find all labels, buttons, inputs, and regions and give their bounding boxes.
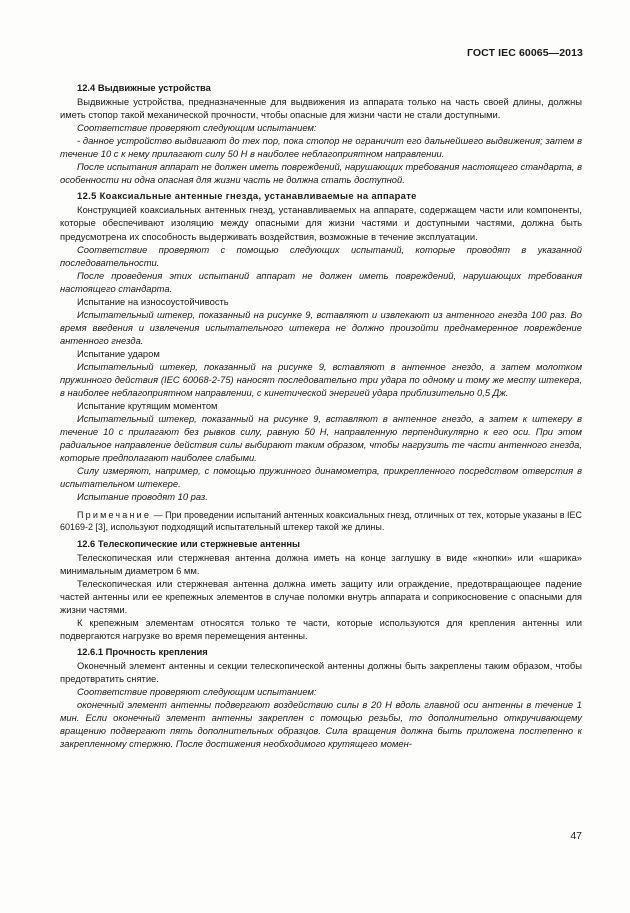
paragraph: оконечный элемент антенны подвергают воздействию силы в 20 Н вдоль главной оси антенны в течение 1 мин. Если оконечный элемент антенны закреплен с помощью резьбы, то дополнительно откручивающему вращению подвергают пять дополнительных образцов. Сила вращения должна быть приложена постепенно к закрепленному стержню. После достижения необходимого крутящего момен- [60,699,582,750]
paragraph: Выдвижные устройства, предназначенные для выдвижения из аппарата только на часть своей длины, должны иметь стопор такой механической прочности, чтобы опасные для жизни части не стали доступными. [60,96,582,121]
paragraph: Испытательный штекер, показанный на рисунке 9, вставляют и извлекают из антенного гнезда 100 раз. Во время введения и извлечения испытательного штекера не должно произойти преднамеренное повреждение антенного гнезда. [60,308,582,346]
note-label: Примечание [77,509,152,520]
paragraph: Соответствие проверяют с помощью следующих испытаний, которые проводят в указанной последовательности. [60,243,582,268]
section-12-6-heading: 12.6 Телескопические или стержневые антенны [77,537,301,549]
paragraph: После испытания аппарат не должен иметь повреждений, нарушающих требования настоящего стандарта, в особенности ни одна опасная для жизни часть не должна стать доступной. [60,161,582,186]
paragraph: После проведения этих испытаний аппарат не должен иметь повреждений, нарушающих требования настоящего стандарта. [60,269,582,294]
paragraph: Соответствие проверяют следующим испытанием: [77,686,317,698]
paragraph: - данное устройство выдвигают до тех пор, пока стопор не ограничит его дальнейшего выдвижения; затем в течение 10 с к нему прилагают силу 50 Н в наиболее неблагоприятном направлении. [60,135,582,160]
paragraph: Конструкцией коаксиальных антенных гнезд, устанавливаемых на аппарате, содержащем части или компоненты, которые обеспечивают изоляцию между опасными для жизни частями и доступными частями, должна быть предусмотрена их способность выдерживать воздействия, возможные в течение эксплуатации. [60,204,582,242]
note [60,509,582,534]
document-body [60,78,582,750]
page-number: 47 [570,830,582,842]
paragraph: Силу измеряют, например, с помощью пружинного динамометра, прикрепленного посредством отверстия в испытательном штекере. [60,465,582,490]
paragraph: К крепежным элементам относятся только те части, которые используются для крепления антенны или подвергаются нагрузке во время перемещения антенны. [60,616,582,641]
paragraph: Оконечный элемент антенны и секции телескопической антенны должны быть закреплены таким образом, чтобы предотвратить снятие. [60,659,582,684]
paragraph: Телескопическая или стержневая антенна должна иметь защиту или ограждение, предотвращающее падение частей антенны или ее крепежных элементов в случае поломки внутрь аппарата и соприкосновение с опасными для жизни частями. [60,577,582,615]
section-12-5-heading: 12.5 Коаксиальные антенные гнезда, устанавливаемые на аппарате [77,190,417,202]
paragraph: Испытательный штекер, показанный на рисунке 9, вставляют в антенное гнездо, а затем к штекеру в течение 10 с прилагают без рывков силу, равную 50 Н, направленную перпендикулярно к его оси. При этом радиальное направление действия силы выбирают таким образом, чтобы нагрузить те части антенного гнезда, которые предполагают наиболее слабыми. [60,413,582,464]
section-12-6-1-heading: 12.6.1 Прочность крепления [77,645,208,657]
paragraph: Испытание проводят 10 раз. [77,491,208,503]
note-text: — При проведении испытаний антенных коаксиальных гнезд, отличных от тех, которые указаны в IEC 60169-2 [3], используют подходящий испытательный штекер такой же длины. [60,509,582,532]
test-title: Испытание ударом [77,347,160,359]
test-title: Испытание крутящим моментом [77,400,218,412]
section-12-4-heading: 12.4 Выдвижные устройства [77,82,211,93]
test-title: Испытание на износоустойчивость [77,295,229,307]
paragraph: Соответствие проверяют следующим испытанием: [77,122,317,134]
paragraph: Испытательный штекер, показанный на рисунке 9, вставляют в антенное гнездо, а затем молотком пружинного действия (IEC 60068-2-75) наносят последовательно три удара по одному и тому же месту штекера, в наиболее неблагоприятном направлении, с кинетической энергией удара приблизительно 0,5 Дж. [60,360,582,399]
document-id-header: ГОСТ IEC 60065—2013 [466,47,583,59]
paragraph: Телескопическая или стержневая антенна должна иметь на конце заглушку в виде «кнопки» или «шарика» минимальным диаметром 6 мм. [60,551,582,576]
